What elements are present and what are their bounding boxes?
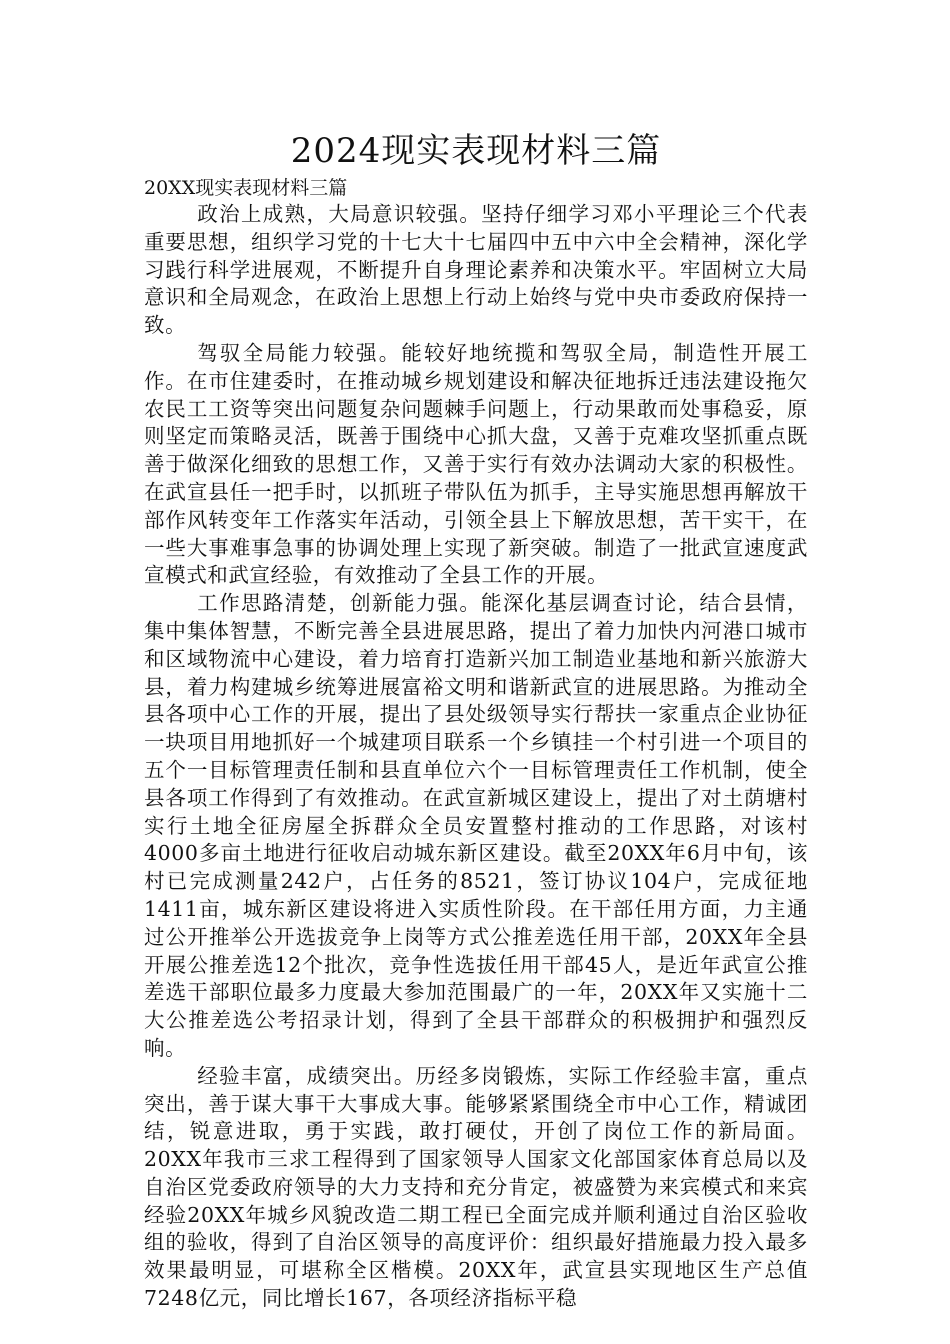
paragraph-political: 政治上成熟，大局意识较强。坚持仔细学习邓小平理论三个代表重要思想，组织学习党的十七大十七届四中五中六中全会精神，深化学习践行科学进展观，不断提升自身理论素养和决策水平。牢固树立大局意识和全局观念，在政治上思想上行动上始终与党中央市委政府保持一致。 (144, 202, 808, 338)
paragraph-innovation: 工作思路清楚，创新能力强。能深化基层调查讨论，结合县情，集中集体智慧，不断完善全县进展思路，提出了着力加快内河港口城市和区域物流中心建设，着力培育打造新兴加工制造业基地和新兴旅游大县，着力构建城乡统筹进展富裕文明和谐新武宣的进展思路。为推动全县各项中心工作的开展，提出了县处级领导实行帮扶一家重点企业协征一块项目用地抓好一个城建项目联系一个乡镇挂一个村引进一个项目的五个一目标管理责任制和县直单位六个一目标管理责任工作机制，使全县各项工作得到了有效推动。在武宣新城区建设上，提出了对土荫塘村实行土地全征房屋全拆群众全员安置整村推动的工作思路，对该村4000多亩土地进行征收启动城东新区建设。截至20XX年6月中旬，该村已完成测量242户，占任务的8521，签订协议104户，完成征地1411亩，城东新区建设将进入实质性阶段。在干部任用方面，力主通过公开推举公开选拔竞争上岗等方式公推差选任用干部，20XX年全县开展公推差选12个批次，竞争性选拔任用干部45人，是近年武宣公推差选干部职位最多力度最大参加范围最广的一年，20XX年又实施十二大公推差选公考招录计划，得到了全县干部群众的积极拥护和强烈反响。 (144, 591, 808, 1060)
document-page (144, 128, 808, 1313)
paragraph-achievements: 经验丰富，成绩突出。历经多岗锻炼，实际工作经验丰富，重点突出，善于谋大事干大事成大事。能够紧紧围绕全市中心工作，精诚团结，锐意进取，勇于实践，敢打硬仗，开创了岗位工作的新局面。20XX年我市三求工程得到了国家领导人国家文化部国家体育总局以及自治区党委政府领导的大力支持和充分肯定，被盛赞为来宾模式和来宾经验20XX年城乡风貌改造二期工程已全面完成并顺利通过自治区验收组的验收，得到了自治区领导的高度评价：组织最好措施最力投入最多效果最明显，可堪称全区楷模。20XX年，武宣县实现地区生产总值7248亿元，同比增长167，各项经济指标平稳 (144, 1063, 808, 1311)
paragraph-leadership: 驾驭全局能力较强。能较好地统揽和驾驭全局，制造性开展工作。在市住建委时，在推动城乡规划建设和解决征地拆迁违法建设拖欠农民工工资等突出问题复杂问题棘手问题上，行动果敢而处事稳妥，原则坚定而策略灵活，既善于围绕中心抓大盘，又善于克难攻坚抓重点既善于做深化细致的思想工作，又善于实行有效办法调动大家的积极性。在武宣县任一把手时，以抓班子带队伍为抓手，主导实施思想再解放干部作风转变年工作落实年活动，引领全县上下解放思想，苦干实干，在一些大事难事急事的协调处理上实现了新突破。制造了一批武宣速度武宣模式和武宣经验，有效推动了全县工作的开展。 (144, 340, 808, 588)
document-title: 2024现实表现材料三篇 (290, 131, 662, 171)
document-subtitle: 20XX现实表现材料三篇 (144, 177, 348, 199)
